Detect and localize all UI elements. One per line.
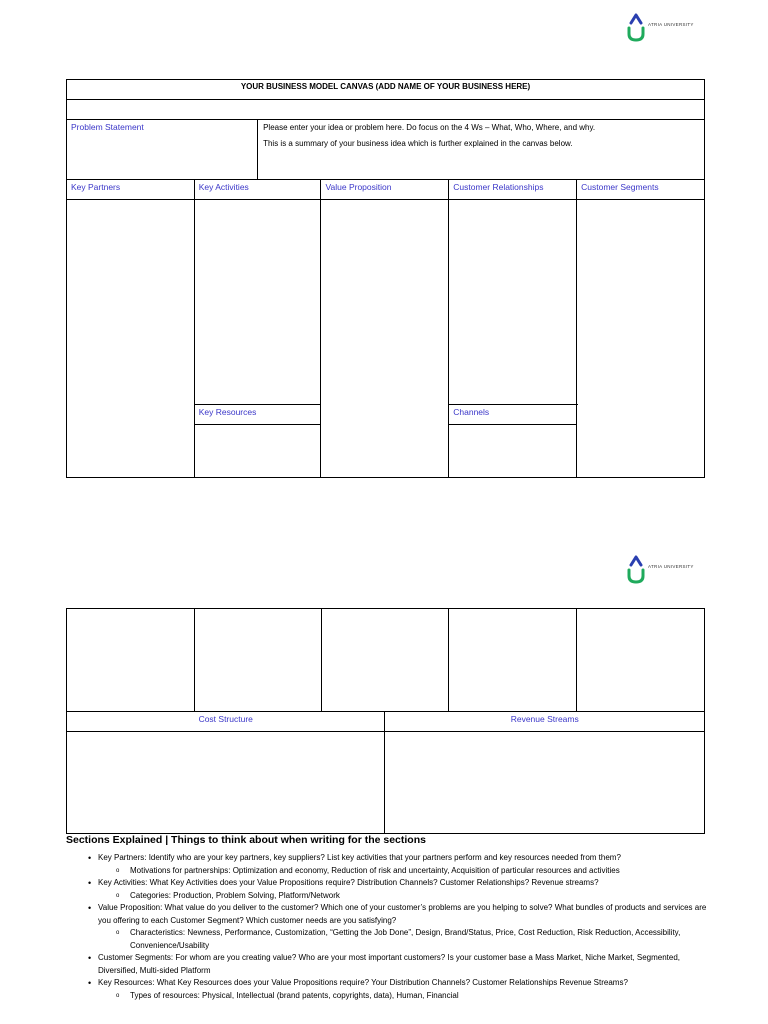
list-item: o Categories: Production, Problem Solving, Platform/Network [66, 890, 716, 903]
key-partners-label: Key Partners [71, 182, 121, 192]
problem-summary-note: This is a summary of your business idea which is further explained in the canvas below. [263, 139, 573, 149]
canvas-title: YOUR BUSINESS MODEL CANVAS (ADD NAME OF YOUR BUSINESS HERE) [240, 82, 531, 91]
customer-relationships-field-cont[interactable] [449, 609, 577, 712]
list-item: o Characteristics: Newness, Performance, Customization, “Getting the Job Done”, Design, Brand/Status, Price, Cost Reduction, Risk Reduction, Accessibility, Convenience/Usability [66, 927, 716, 952]
list-item: • Key Partners: Identify who are your key partners, key suppliers? List key activities that your partners perform and key resources needed from them? [66, 852, 716, 865]
problem-instruction: Please enter your idea or problem here. Do focus on the 4 Ws – What, Who, Where, and why. [263, 123, 596, 132]
key-activities-label: Key Activities [198, 182, 249, 192]
business-model-canvas [66, 79, 705, 478]
customer-relationships-field[interactable] [449, 200, 577, 405]
key-resources-label: Key Resources [198, 407, 257, 417]
key-partners-field[interactable] [67, 200, 195, 478]
customer-segments-field-cont[interactable] [577, 609, 705, 712]
value-proposition-label: Value Proposition [325, 182, 392, 192]
atria-logo-text: ATRIA UNIVERSITY [648, 22, 694, 27]
channels-field[interactable] [449, 425, 577, 478]
customer-segments-field[interactable] [577, 200, 705, 478]
value-proposition-field[interactable] [321, 200, 449, 478]
business-name-field[interactable] [67, 100, 705, 120]
atria-logo-icon [626, 10, 648, 44]
key-activities-field-cont[interactable] [194, 609, 321, 712]
atria-logo-icon [626, 552, 648, 586]
sections-explained [66, 834, 716, 1002]
key-partners-field-cont[interactable] [67, 609, 195, 712]
atria-logo-bottom [626, 552, 706, 586]
key-resources-field[interactable] [194, 425, 321, 478]
problem-statement-label: Problem Statement [71, 122, 144, 132]
revenue-streams-field[interactable] [385, 732, 705, 834]
sections-explained-heading: Sections Explained | Things to think about when writing for the sections [66, 834, 426, 846]
sections-explained-list [66, 852, 716, 1002]
cost-structure-label: Cost Structure [198, 714, 253, 724]
list-item: • Key Resources: What Key Resources does your Value Propositions require? Your Distribution Channels? Customer Relationships Revenue Streams? [66, 977, 716, 990]
revenue-streams-label: Revenue Streams [510, 714, 579, 724]
customer-segments-label: Customer Segments [581, 182, 659, 192]
value-proposition-field-cont[interactable] [321, 609, 449, 712]
list-item: o Types of resources: Physical, Intellectual (brand patents, copyrights, data), Human, Financial [66, 990, 716, 1003]
channels-label: Channels [453, 407, 490, 417]
list-item: o Motivations for partnerships: Optimization and economy, Reduction of risk and uncertainty, Acquisition of particular resources and activities [66, 865, 716, 878]
problem-statement-field[interactable] [258, 120, 705, 180]
key-activities-field[interactable] [194, 200, 321, 405]
list-item: • Value Proposition: What value do you deliver to the customer? Which one of your customer’s problems are you helping to solve? What bundles of products and services are you offering to each Customer Segment? Which customer needs are you satisfying? [66, 902, 716, 927]
atria-logo-top [626, 10, 706, 44]
customer-relationships-label: Customer Relationships [453, 182, 544, 192]
list-item: • Customer Segments: For whom are you creating value? Who are your most important customers? Is your customer base a Mass Market, Niche Market, Segmented, Diversified, Multi-sided Platform [66, 952, 716, 977]
atria-logo-text: ATRIA UNIVERSITY [648, 564, 694, 569]
list-item: • Key Activities: What Key Activities does your Value Propositions require? Distribution Channels? Customer Relationships? Revenue streams? [66, 877, 716, 890]
business-model-canvas-continued [66, 608, 705, 834]
cost-structure-field[interactable] [67, 732, 385, 834]
